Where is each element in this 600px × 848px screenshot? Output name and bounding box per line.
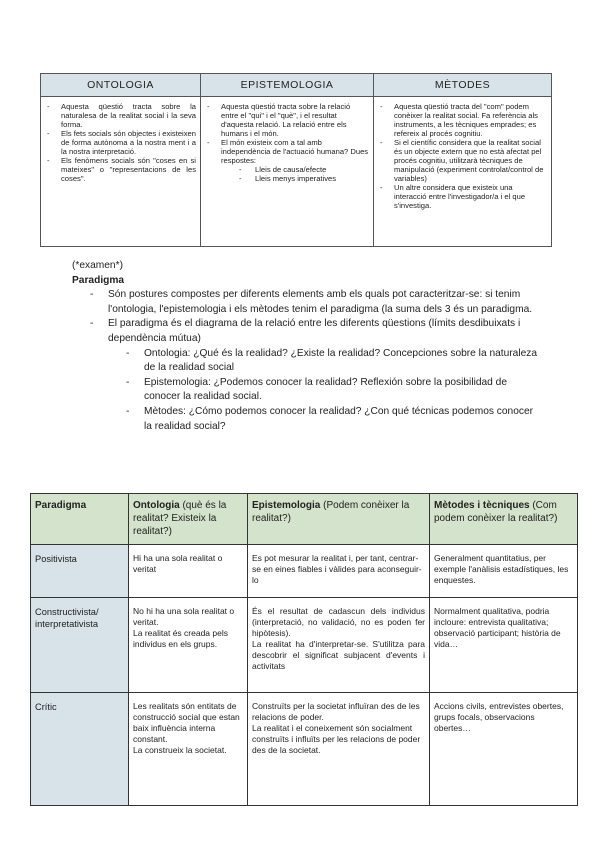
header-bold: Ontologia [133,500,180,511]
header-bold: Epistemologia [252,500,321,511]
epistemologia-cell [201,97,374,247]
cell-line: Les realitats són entitats de construcció social que estan baix influència interna constant. [133,701,240,744]
sub-list [108,347,542,435]
row-paradigma: Constructivista/ interpretativista [31,598,129,693]
cell-line: La construeix la societat. [133,745,227,755]
row-paradigma: Positivista [31,545,129,598]
sub-list [221,165,369,183]
cell-line: Hi ha una sola realitat o veritat [133,553,223,574]
header-bold: Mètodes i tècniques [434,500,530,511]
list-item: - Un altre considera que existeix una interacció entre l'investigador/a i el que s'investiga. [378,183,547,210]
header-rest: (Podem conèixer la realitat?) [252,500,410,524]
row-ontologia [129,545,248,598]
section-title: Paradigma [72,274,125,286]
paradigma-section [72,259,542,434]
row-epistemologia [248,545,430,598]
cell-line: No hi ha una sola realitat o veritat. [133,606,235,627]
cell-line: La realitat és creada pels individus en els grups. [133,628,228,649]
row-metodes [430,693,578,806]
header-bold: Paradigma [35,500,87,511]
cell-line: És el resultat de cadascun dels individus (interpretació, no validació, no es poden fer hipòtesis). [252,606,425,638]
sub-list-item: - Lleis de causa/efecte [221,165,369,174]
cell-line: Normalment qualitativa, podria incloure: entrevista qualitativa; observació participant; història de vida… [434,606,561,649]
row-paradigma: Crític [31,693,129,806]
header-epistemologia [248,494,430,545]
row-ontologia [129,598,248,693]
header-rest: (Com podem conèixer la realitat?) [434,500,558,524]
sub-list-item: - Lleis menys imperatives [221,174,369,183]
header-rest: (què és la realitat? Existeix la realitat?) [133,500,227,537]
paradigma-list [72,288,542,434]
table-row [31,545,578,598]
epistemologia-list [205,102,369,183]
cell-line: Construïts per la societat influïran des de les relacions de poder. [252,701,420,722]
row-epistemologia [248,598,430,693]
header-metodes: MÈTODES [374,74,552,97]
sub-list-item: - Mètodes: ¿Cómo podemos conocer la realidad? ¿Con qué técnicas podemos conocer la realidad social? [108,405,542,434]
metodes-list [378,102,547,210]
concepts-body-row [41,97,552,247]
list-item [72,317,542,434]
paradigms-header-row [31,494,578,545]
row-epistemologia [248,693,430,806]
ontologia-list [45,102,196,183]
header-ontologia: ONTOLOGIA [41,74,201,97]
list-item: - Els fenòmens socials són "coses en si mateixes" o "representacions de les coses". [45,156,196,183]
concepts-header-row [41,74,552,97]
concepts-table [40,73,552,247]
table-row [31,598,578,693]
list-item: - Aquesta qüestió tracta del "com" podem conèixer la realitat social. Fa referència als instruments, a les tècniques emprades; es refereix al procés cognitiu. [378,102,547,138]
header-ontologia [129,494,248,545]
sub-list-item: - Ontologia: ¿Qué és la realidad? ¿Existe la realidad? Concepciones sobre la naturaleza de la realidad social [108,347,542,376]
cell-line: La realitat i el coneixement són socialment construïts i influïts per les relacions de poder des de la societat. [252,723,421,755]
ontologia-cell [41,97,201,247]
row-metodes [430,545,578,598]
list-item: - Són postures compostes per diferents elements amb els quals pot caracteritzar-se: si tenim l'ontologia, l'epistemologia i els mètodes tenim el paradigma (la suma dels 3 és un paradigma. [72,288,542,317]
cell-line: Es pot mesurar la realitat i, per tant, centrar-se en eines fiables i vàlides para aconseguir-lo [252,553,422,585]
list-item-text: El paradigma és el diagrama de la relació entre les diferents qüestions (límits desdibuixats i dependència mútua) [108,318,521,344]
cell-line: Accions civils, entrevistes obertes, grups focals, observacions obertes… [434,701,564,733]
exam-note: (*examen*) [72,260,123,271]
row-ontologia [129,693,248,806]
header-epistemologia: EPISTEMOLOGIA [201,74,374,97]
header-paradigma [31,494,129,545]
cell-line: Generalment quantitatius, per exemple l'anàlisis estadístiques, les enquestes. [434,553,569,585]
row-metodes [430,598,578,693]
list-item-text: El món existeix com a tal amb independència de l'actuació humana? Dues respostes: [221,138,369,165]
cell-line: La realitat ha d'interpretar-se. S'utilitza para descobrir el significat subjacent d'events i activitats [252,639,425,671]
list-item: - Si el científic considera que la realitat social és un objecte extern que no està afectat pel procés cognitiu, utilitzarà tècniques de manipulació (experiment controlat/control de variables) [378,138,547,183]
list-item: - Aquesta qüestió tracta sobre la naturalesa de la realitat social i la seva forma. [45,102,196,129]
paradigms-table [30,493,578,806]
header-metodes [430,494,578,545]
list-item: - Els fets socials són objectes i existeixen de forma autònoma a la nostra ment i a la nostra interpretació. [45,129,196,156]
metodes-cell [374,97,552,247]
list-item: - Aquesta qüestió tracta sobre la relació entre el "qui" i el "què", i el resultat d'aquesta relació. La relació entre els humans i el món. [205,102,369,138]
sub-list-item: - Epistemologia: ¿Podemos conocer la realidad? Reflexión sobre la posibilidad de conocer la realidad social. [108,376,542,405]
list-item [205,138,369,183]
table-row [31,693,578,806]
